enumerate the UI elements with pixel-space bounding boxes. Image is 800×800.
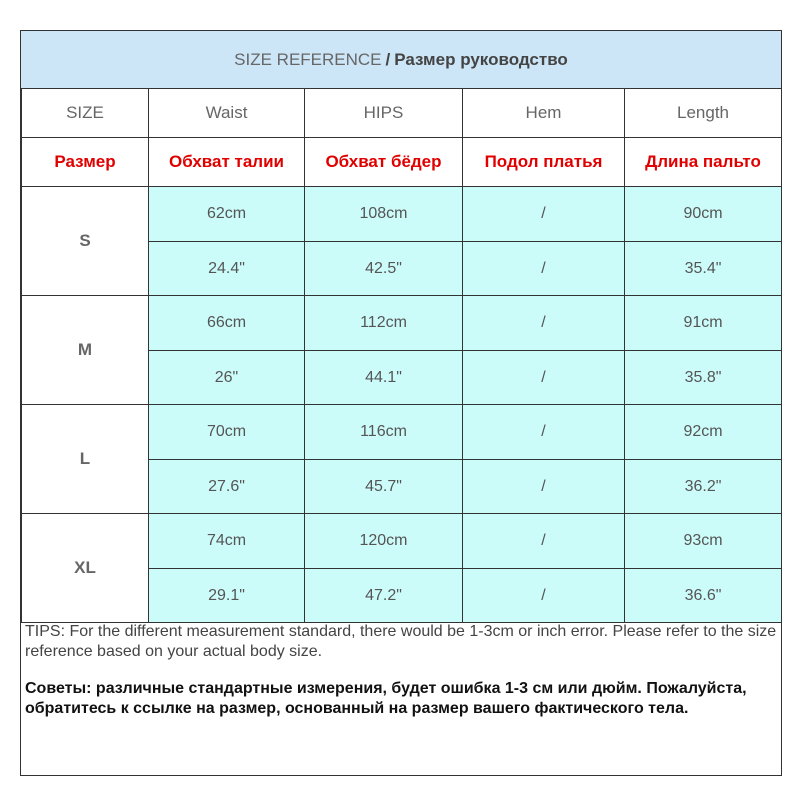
waist-inch: 26"	[149, 351, 305, 405]
header-size: SIZE	[22, 89, 149, 138]
waist-inch: 24.4"	[149, 242, 305, 296]
length-inch: 36.6"	[625, 569, 782, 623]
header-hips: HIPS	[305, 89, 463, 138]
header-ru-size: Размер	[22, 138, 149, 187]
title-en: SIZE REFERENCE	[234, 49, 382, 69]
header-row-ru	[22, 138, 782, 187]
hem-inch: /	[463, 569, 625, 623]
header-ru-length: Длина пальто	[625, 138, 782, 187]
length-inch: 35.8"	[625, 351, 782, 405]
header-ru-waist: Обхват талии	[149, 138, 305, 187]
waist-cm: 70cm	[149, 405, 305, 460]
waist-inch: 27.6"	[149, 460, 305, 514]
waist-cm: 62cm	[149, 187, 305, 242]
length-cm: 91cm	[625, 296, 782, 351]
size-label: XL	[22, 514, 149, 623]
hem-inch: /	[463, 460, 625, 514]
table-row	[22, 187, 782, 242]
length-cm: 93cm	[625, 514, 782, 569]
tips-ru: Советы: различные стандартные измерения, будет ошибка 1-3 см или дюйм. Пожалуйста, обратитесь к ссылке на размер, основанный на размер вашего фактического тела.	[25, 679, 747, 718]
hem-cm: /	[463, 296, 625, 351]
hem-inch: /	[463, 351, 625, 405]
title-separator: /	[385, 49, 391, 69]
title-ru: Размер руководство	[394, 49, 568, 69]
hem-cm: /	[463, 187, 625, 242]
size-chart	[20, 30, 782, 776]
hips-inch: 42.5"	[305, 242, 463, 296]
hem-inch: /	[463, 242, 625, 296]
length-cm: 92cm	[625, 405, 782, 460]
length-inch: 36.2"	[625, 460, 782, 514]
tips-section	[21, 620, 781, 777]
hips-cm: 116cm	[305, 405, 463, 460]
tips-en: TIPS: For the different measurement standard, there would be 1-3cm or inch error. Please refer to the size reference based on your actual body size.	[25, 623, 777, 661]
header-length: Length	[625, 89, 782, 138]
table-row	[22, 514, 782, 569]
size-label: L	[22, 405, 149, 514]
size-label: M	[22, 296, 149, 405]
table-row	[22, 296, 782, 351]
length-cm: 90cm	[625, 187, 782, 242]
length-inch: 35.4"	[625, 242, 782, 296]
header-hem: Hem	[463, 89, 625, 138]
table-row	[22, 405, 782, 460]
hips-cm: 120cm	[305, 514, 463, 569]
title-bar	[21, 31, 781, 89]
hips-cm: 112cm	[305, 296, 463, 351]
hips-inch: 44.1"	[305, 351, 463, 405]
header-ru-hem: Подол платья	[463, 138, 625, 187]
hips-inch: 47.2"	[305, 569, 463, 623]
waist-cm: 66cm	[149, 296, 305, 351]
size-table	[21, 88, 782, 623]
hem-cm: /	[463, 514, 625, 569]
size-label: S	[22, 187, 149, 296]
waist-inch: 29.1"	[149, 569, 305, 623]
hem-cm: /	[463, 405, 625, 460]
header-ru-hips: Обхват бёдер	[305, 138, 463, 187]
hips-cm: 108cm	[305, 187, 463, 242]
header-waist: Waist	[149, 89, 305, 138]
waist-cm: 74cm	[149, 514, 305, 569]
header-row-en	[22, 89, 782, 138]
hips-inch: 45.7"	[305, 460, 463, 514]
